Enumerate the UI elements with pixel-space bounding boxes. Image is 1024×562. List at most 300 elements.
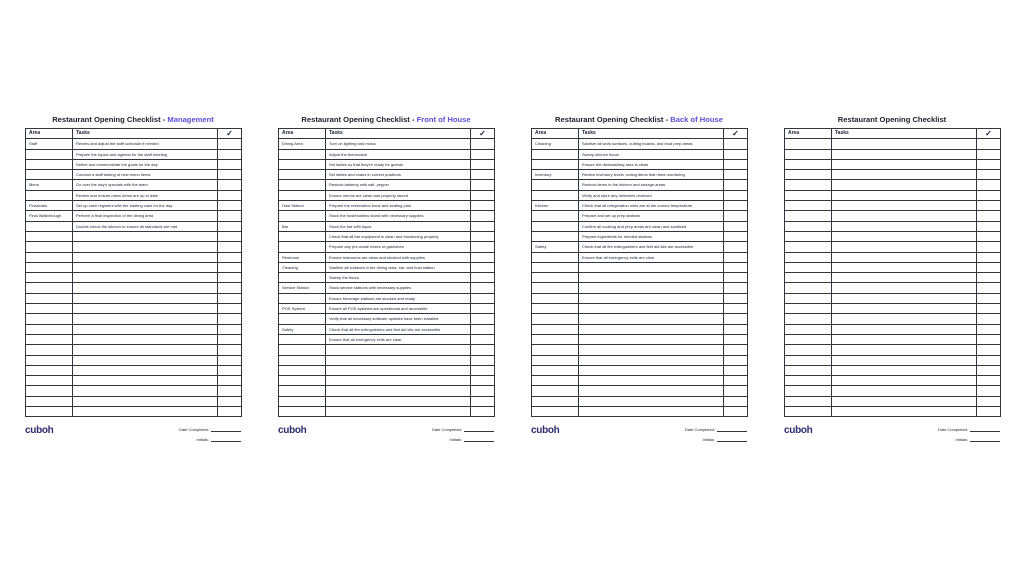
area-cell (279, 355, 326, 365)
task-cell (73, 365, 218, 375)
task-cell (832, 324, 977, 334)
initials-signature-line[interactable] (464, 437, 494, 442)
check-box[interactable] (977, 273, 1001, 283)
table-row (26, 365, 242, 375)
area-cell (532, 180, 579, 190)
check-box[interactable] (977, 242, 1001, 252)
task-cell: Ensure the dishwashing area is clean (579, 159, 724, 169)
date-signature-line[interactable] (464, 427, 494, 432)
check-box[interactable] (977, 314, 1001, 324)
check-box[interactable] (218, 170, 242, 180)
area-cell (785, 231, 832, 241)
task-cell (832, 365, 977, 375)
check-box[interactable] (724, 139, 748, 149)
check-box[interactable] (218, 211, 242, 221)
table-row (532, 324, 748, 334)
check-box[interactable] (218, 293, 242, 303)
task-cell: Prepare any pre-made mixes or garnishes (326, 242, 471, 252)
check-box[interactable] (218, 201, 242, 211)
check-box[interactable] (977, 365, 1001, 375)
check-box[interactable] (977, 293, 1001, 303)
check-box[interactable] (218, 190, 242, 200)
check-box[interactable] (977, 304, 1001, 314)
area-cell (785, 355, 832, 365)
check-box[interactable] (724, 201, 748, 211)
table-row (26, 376, 242, 386)
area-cell (279, 170, 326, 180)
area-cell (26, 149, 73, 159)
sheet-title-text: Restaurant Opening Checklist (52, 115, 161, 124)
task-cell (832, 345, 977, 355)
check-box[interactable] (977, 139, 1001, 149)
date-signature-line[interactable] (970, 427, 1000, 432)
check-box[interactable] (724, 190, 748, 200)
task-cell (579, 283, 724, 293)
area-cell (279, 180, 326, 190)
table-row (532, 221, 748, 231)
check-box[interactable] (471, 201, 495, 211)
area-cell: Bar (279, 221, 326, 231)
table-row (279, 304, 495, 314)
check-box[interactable] (471, 273, 495, 283)
tasks-column-header: Tasks (579, 129, 724, 139)
task-cell: Verify that all necessary software updates have been installed (326, 314, 471, 324)
task-cell (832, 211, 977, 221)
check-box[interactable] (471, 159, 495, 169)
task-cell (73, 407, 218, 417)
task-cell (832, 314, 977, 324)
task-cell (579, 355, 724, 365)
table-row (26, 149, 242, 159)
table-row (279, 314, 495, 324)
check-box[interactable] (977, 180, 1001, 190)
area-cell: Service Station (279, 283, 326, 293)
check-box[interactable] (724, 314, 748, 324)
table-row (785, 221, 1001, 231)
check-box[interactable] (977, 345, 1001, 355)
task-cell (73, 386, 218, 396)
check-box[interactable] (471, 376, 495, 386)
area-cell (26, 407, 73, 417)
check-box[interactable] (218, 231, 242, 241)
checklist-sheet-blank (784, 115, 1000, 451)
task-cell: Go over the day's specials with the team (73, 180, 218, 190)
check-box[interactable] (218, 180, 242, 190)
check-box[interactable] (471, 170, 495, 180)
table-row (532, 190, 748, 200)
area-cell (785, 345, 832, 355)
table-header-row (279, 129, 495, 139)
area-cell: Financials (26, 201, 73, 211)
sheet-subtitle: Back of House (670, 115, 723, 124)
check-box[interactable] (977, 355, 1001, 365)
table-row (279, 201, 495, 211)
initials-field[interactable] (197, 437, 241, 442)
check-box[interactable] (724, 221, 748, 231)
table-row (26, 334, 242, 344)
check-box[interactable] (471, 345, 495, 355)
area-cell (532, 190, 579, 200)
check-box[interactable] (977, 376, 1001, 386)
table-row (26, 396, 242, 406)
table-row (26, 314, 242, 324)
area-cell (785, 201, 832, 211)
date-signature-line[interactable] (717, 427, 747, 432)
check-box[interactable] (471, 252, 495, 262)
area-cell (532, 365, 579, 375)
check-box[interactable] (218, 283, 242, 293)
table-row (532, 159, 748, 169)
table-row (785, 180, 1001, 190)
area-cell (785, 376, 832, 386)
table-row (532, 396, 748, 406)
checklist-sheet-front-of-house (278, 115, 494, 451)
area-cell (785, 139, 832, 149)
task-cell (832, 386, 977, 396)
area-column-header: Area (785, 129, 832, 139)
task-cell (579, 314, 724, 324)
table-row (26, 283, 242, 293)
table-header-row (785, 129, 1001, 139)
table-row (26, 262, 242, 272)
check-box[interactable] (218, 365, 242, 375)
check-box[interactable] (977, 386, 1001, 396)
table-row (279, 365, 495, 375)
table-row (26, 159, 242, 169)
task-cell: Double-check the kitchen to ensure all standards are met (73, 221, 218, 231)
check-box[interactable] (471, 365, 495, 375)
initials-signature-line[interactable] (717, 437, 747, 442)
check-box[interactable] (977, 324, 1001, 334)
date-completed-field[interactable] (938, 427, 1000, 432)
check-box[interactable] (471, 139, 495, 149)
area-cell (785, 180, 832, 190)
table-row (532, 170, 748, 180)
area-cell: Final Walkthrough (26, 211, 73, 221)
table-row (532, 201, 748, 211)
check-box[interactable] (724, 304, 748, 314)
area-cell (785, 273, 832, 283)
table-row (279, 376, 495, 386)
check-box[interactable] (218, 304, 242, 314)
sheet-subtitle: Front of House (416, 115, 471, 124)
table-row (785, 324, 1001, 334)
check-box[interactable] (724, 345, 748, 355)
task-cell: Ensure that all emergency exits are clear (326, 334, 471, 344)
area-cell (532, 252, 579, 262)
table-row (785, 262, 1001, 272)
table-row (26, 170, 242, 180)
area-cell (279, 231, 326, 241)
task-cell (73, 283, 218, 293)
check-box[interactable] (218, 159, 242, 169)
area-cell (26, 231, 73, 241)
check-box[interactable] (724, 149, 748, 159)
area-cell (785, 149, 832, 159)
check-box[interactable] (471, 293, 495, 303)
table-row (532, 365, 748, 375)
check-box[interactable] (471, 355, 495, 365)
area-cell (279, 293, 326, 303)
task-cell (832, 180, 977, 190)
check-box[interactable] (724, 170, 748, 180)
area-cell: Cleaning (532, 139, 579, 149)
check-box[interactable] (724, 293, 748, 303)
check-box[interactable] (218, 221, 242, 231)
check-box[interactable] (977, 201, 1001, 211)
check-box[interactable] (724, 355, 748, 365)
checklist-sheet-management (25, 115, 241, 451)
task-cell: Sanitize all work surfaces, cutting boards, and food prep areas (579, 139, 724, 149)
area-cell (279, 365, 326, 375)
area-cell (26, 283, 73, 293)
table-row (785, 365, 1001, 375)
check-box[interactable] (471, 231, 495, 241)
check-box[interactable] (724, 211, 748, 221)
area-cell (279, 386, 326, 396)
area-cell: Menu (26, 180, 73, 190)
table-row (785, 355, 1001, 365)
check-box[interactable] (977, 159, 1001, 169)
check-box[interactable] (724, 159, 748, 169)
check-box[interactable] (724, 407, 748, 417)
check-box[interactable] (471, 211, 495, 221)
check-box[interactable] (977, 149, 1001, 159)
area-cell (532, 221, 579, 231)
check-box[interactable] (977, 221, 1001, 231)
task-cell: Ensure menus are clean and properly stored (326, 190, 471, 200)
area-cell (26, 293, 73, 303)
task-cell (832, 139, 977, 149)
initials-label: Initials: (702, 437, 715, 443)
check-box[interactable] (218, 262, 242, 272)
task-cell (73, 345, 218, 355)
initials-field[interactable] (450, 437, 494, 442)
check-box[interactable] (218, 345, 242, 355)
area-cell: Kitchen (532, 201, 579, 211)
check-box[interactable] (218, 273, 242, 283)
check-box[interactable] (977, 407, 1001, 417)
check-box[interactable] (218, 386, 242, 396)
area-cell (785, 324, 832, 334)
table-row (785, 376, 1001, 386)
table-row (279, 345, 495, 355)
check-box[interactable] (724, 386, 748, 396)
sheet-title-text: Restaurant Opening Checklist (555, 115, 664, 124)
table-row (279, 252, 495, 262)
check-box[interactable] (218, 396, 242, 406)
check-box[interactable] (471, 407, 495, 417)
cuboh-logo: cuboh (784, 425, 813, 437)
area-cell (785, 252, 832, 262)
check-box[interactable] (218, 376, 242, 386)
date-completed-field[interactable] (685, 427, 747, 432)
initials-field[interactable] (703, 437, 747, 442)
area-cell (532, 273, 579, 283)
table-row (785, 211, 1001, 221)
cuboh-logo: cuboh (25, 425, 54, 437)
table-row (26, 242, 242, 252)
task-cell: Confirm all cooking and prep areas are clean and sanitized (579, 221, 724, 231)
check-box[interactable] (977, 283, 1001, 293)
initials-signature-line[interactable] (211, 437, 241, 442)
check-box[interactable] (471, 190, 495, 200)
check-box[interactable] (218, 314, 242, 324)
task-cell: Adjust the thermostat (326, 149, 471, 159)
check-box[interactable] (724, 365, 748, 375)
task-cell: Conduct a staff tasting of new menu items (73, 170, 218, 180)
table-row (785, 159, 1001, 169)
check-box[interactable] (218, 407, 242, 417)
check-box[interactable] (977, 190, 1001, 200)
table-row (785, 407, 1001, 417)
table-row (532, 355, 748, 365)
area-cell: POS System (279, 304, 326, 314)
date-completed-label: Date Completed: (431, 427, 462, 433)
table-row (26, 293, 242, 303)
area-cell (279, 242, 326, 252)
date-completed-field[interactable] (432, 427, 494, 432)
task-cell (73, 324, 218, 334)
checklist-table (531, 128, 748, 417)
task-cell (326, 365, 471, 375)
check-box[interactable] (471, 324, 495, 334)
table-row (279, 242, 495, 252)
check-box[interactable] (724, 334, 748, 344)
area-cell (279, 407, 326, 417)
table-row (26, 139, 242, 149)
checklist-table (25, 128, 242, 417)
check-box[interactable] (218, 324, 242, 334)
area-cell: Dining Area (279, 139, 326, 149)
table-row (279, 180, 495, 190)
check-box[interactable] (218, 242, 242, 252)
area-cell: Host Station (279, 201, 326, 211)
area-cell: Staff (26, 139, 73, 149)
check-box[interactable] (977, 170, 1001, 180)
area-cell (785, 283, 832, 293)
table-row (532, 242, 748, 252)
table-row (26, 386, 242, 396)
area-cell (532, 231, 579, 241)
area-cell (26, 304, 73, 314)
area-cell (785, 396, 832, 406)
task-cell: Perform a final inspection of the dining area (73, 211, 218, 221)
initials-signature-line[interactable] (970, 437, 1000, 442)
task-cell: Prepare ingredients for needed stations (579, 231, 724, 241)
sheet-footer (531, 421, 747, 451)
task-cell (832, 396, 977, 406)
task-cell (73, 242, 218, 252)
check-box[interactable] (724, 262, 748, 272)
check-box[interactable] (724, 242, 748, 252)
sheet-title (531, 115, 747, 125)
area-cell (532, 386, 579, 396)
table-row (785, 293, 1001, 303)
task-cell (326, 355, 471, 365)
check-box[interactable] (724, 273, 748, 283)
check-box[interactable] (218, 149, 242, 159)
table-row (279, 170, 495, 180)
check-box[interactable] (977, 231, 1001, 241)
table-row (785, 386, 1001, 396)
area-cell (26, 159, 73, 169)
check-box[interactable] (471, 396, 495, 406)
task-cell (73, 396, 218, 406)
task-cell (832, 190, 977, 200)
task-cell: Restock tabletop with salt, pepper (326, 180, 471, 190)
check-box[interactable] (471, 149, 495, 159)
check-box[interactable] (218, 252, 242, 262)
area-cell (26, 252, 73, 262)
area-cell (785, 242, 832, 252)
task-cell (579, 365, 724, 375)
task-cell (73, 293, 218, 303)
task-cell: Prepare the reservation book and seating plan (326, 201, 471, 211)
task-cell (832, 304, 977, 314)
check-box[interactable] (724, 283, 748, 293)
date-completed-field[interactable] (179, 427, 241, 432)
check-box[interactable] (218, 139, 242, 149)
task-cell: Set tables and chairs in correct positions (326, 170, 471, 180)
check-box[interactable] (724, 252, 748, 262)
check-box[interactable] (977, 396, 1001, 406)
date-signature-line[interactable] (211, 427, 241, 432)
check-box[interactable] (724, 180, 748, 190)
check-box[interactable] (471, 242, 495, 252)
check-box[interactable] (218, 355, 242, 365)
check-box[interactable] (977, 252, 1001, 262)
tasks-column-header: Tasks (832, 129, 977, 139)
area-cell (26, 262, 73, 272)
check-box[interactable] (471, 314, 495, 324)
area-cell (26, 345, 73, 355)
table-row (532, 376, 748, 386)
table-row (279, 273, 495, 283)
table-row (279, 355, 495, 365)
check-box[interactable] (977, 334, 1001, 344)
check-box[interactable] (471, 180, 495, 190)
task-cell: Sweep kitchen floors (579, 149, 724, 159)
check-box[interactable] (471, 304, 495, 314)
check-box[interactable] (218, 334, 242, 344)
task-cell (832, 376, 977, 386)
check-box[interactable] (977, 262, 1001, 272)
table-row (785, 273, 1001, 283)
initials-field[interactable] (956, 437, 1000, 442)
check-box[interactable] (724, 376, 748, 386)
table-row (785, 283, 1001, 293)
check-box[interactable] (724, 396, 748, 406)
check-box[interactable] (724, 324, 748, 334)
check-box[interactable] (471, 283, 495, 293)
sheet-title-separator: - (160, 115, 168, 124)
area-cell (785, 170, 832, 180)
check-box[interactable] (471, 334, 495, 344)
table-row (279, 324, 495, 334)
check-box[interactable] (471, 221, 495, 231)
check-box[interactable] (471, 262, 495, 272)
check-box[interactable] (977, 211, 1001, 221)
area-cell (26, 396, 73, 406)
table-row (26, 190, 242, 200)
table-row (26, 304, 242, 314)
check-box[interactable] (471, 386, 495, 396)
task-cell (832, 221, 977, 231)
table-row (532, 407, 748, 417)
check-box[interactable] (724, 231, 748, 241)
task-cell (326, 396, 471, 406)
